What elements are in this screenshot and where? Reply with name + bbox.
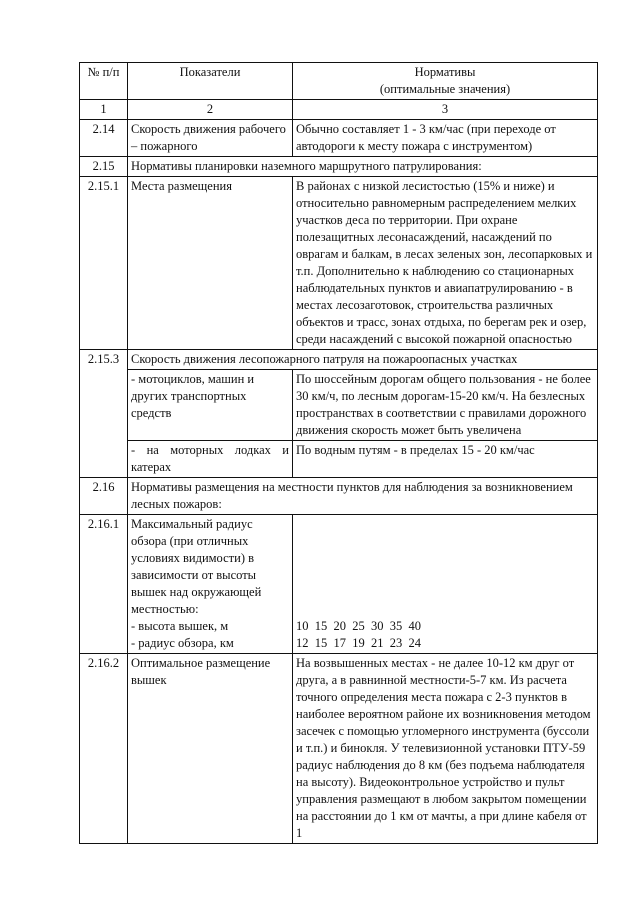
table-subrow-vehicles [80, 370, 598, 441]
norms-table [79, 62, 598, 844]
header-indicator-cell [128, 63, 293, 100]
row-indicator: Оптимальное размещение вышек [128, 654, 293, 844]
view-radius-label: - радиус обзора, км [131, 636, 234, 650]
view-radius-values: 12 15 17 19 21 23 24 [296, 636, 421, 650]
subrow-norm: По водным путям - в пределах 15 - 20 км/час [293, 441, 598, 478]
row-norm [293, 515, 598, 654]
column-numbers-row [80, 100, 598, 120]
header-number-cell [80, 63, 128, 100]
table-row-2-15 [80, 157, 598, 177]
table-row-2-15-1 [80, 177, 598, 350]
subrow-indicator: - на моторных лодках и катерах [128, 441, 293, 478]
row-norm: На возвышенных местах - не далее 10-12 км друг от друга, а в равнинной местности-5-7 км. Из расчета точного определения места пожара с 2-3 пунктов в наиболее вероятном районе их возникновения методом засечек с помощью угломерного инструмента (буссоли и т.п.) и бинокля. У телевизионной установки ПТУ-59 радиус наблюдения до 8 км (без подъема наблюдателя на высоту). Видеоконтрольное устройство и пульт управления размещают в любом закрытом помещении на расстоянии до 1 км от мачты, а при длине кабеля от 1 [293, 654, 598, 844]
subrow-norm: По шоссейным дорогам общего пользования - не более 30 км/ч, по лесным дорогам-15-20 км/ч. На безлесных пространствах в соответствии с правилами дорожного движения скорость может быть увеличена [293, 370, 598, 441]
table-row-2-16 [80, 478, 598, 515]
row-number: 2.16.2 [80, 654, 128, 844]
row-indicator [128, 515, 293, 654]
column-number-1: 1 [80, 100, 128, 120]
row-number: 2.16.1 [80, 515, 128, 654]
table-header-row [80, 63, 598, 100]
table-row-2-15-3 [80, 350, 598, 370]
table-row-2-16-2 [80, 654, 598, 844]
row-norm: В районах с низкой лесистостью (15% и ниже) и относительно равномерным распределением мелких участков деса по территории. При охране полезащитных лесонасаждений, насаждений по оврагам и балкам, в лесах зеленых зон, лесопарковых и т.п. Дополнительно к наблюдению со стационарных наблюдательных пунктов и авиапатрулированию - в местах лесозаготовок, строительства различных объектов и трасс, зонах отдыха, по берегам рек и озер, среди насаждений с высокой пожарной опасностью [293, 177, 598, 350]
tower-height-label: - высота вышек, м [131, 619, 229, 633]
row-indicator: Скорость движения рабочего – пожарного [128, 120, 293, 157]
header-norms-cell [293, 63, 598, 100]
row-section-title: Нормативы размещения на местности пунктов для наблюдения за возникновением лесных пожаров: [128, 478, 598, 515]
tower-height-values: 10 15 20 25 30 35 40 [296, 619, 421, 633]
header-number-label: № п/п [87, 65, 120, 79]
row-number: 2.14 [80, 120, 128, 157]
table-row-2-14 [80, 120, 598, 157]
row-number: 2.16 [80, 478, 128, 515]
subrow-indicator: - мотоциклов, машин и других транспортных средств [128, 370, 293, 441]
row-norm: Обычно составляет 1 - 3 км/час (при переходе от автодороги к месту пожара с инструментом) [293, 120, 598, 157]
row-section-title: Нормативы планировки наземного маршрутного патрулирования: [128, 157, 598, 177]
header-norms-subtitle: (оптимальные значения) [379, 82, 511, 96]
row-section-title: Скорость движения лесопожарного патруля на пожароопасных участках [128, 350, 598, 370]
table-row-2-16-1 [80, 515, 598, 654]
row-number: 2.15.1 [80, 177, 128, 350]
row-indicator-text: Максимальный радиус обзора (при отличных условиях видимости) в зависимости от высоты вышек над окружающей местностью: [131, 517, 262, 616]
column-number-3: 3 [293, 100, 598, 120]
header-indicator-label: Показатели [179, 65, 241, 79]
header-norms-title: Нормативы [414, 65, 476, 79]
table-subrow-boats [80, 441, 598, 478]
row-indicator: Места размещения [128, 177, 293, 350]
column-number-2: 2 [128, 100, 293, 120]
row-number: 2.15.3 [80, 350, 128, 478]
row-number: 2.15 [80, 157, 128, 177]
